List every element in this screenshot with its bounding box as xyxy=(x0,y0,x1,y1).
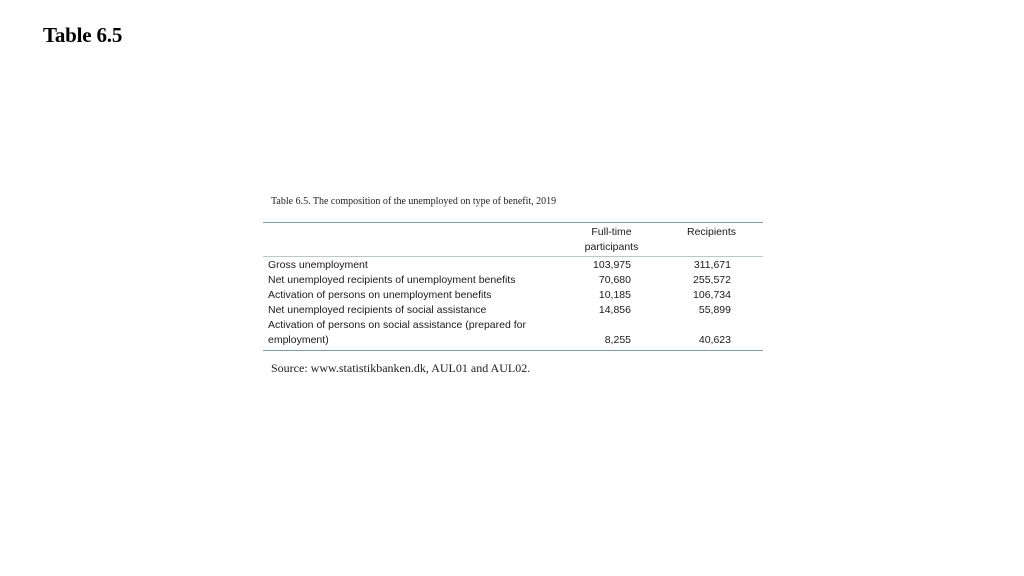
row-label: Net unemployed recipients of social assistance xyxy=(268,304,487,316)
table-header-row xyxy=(263,223,763,257)
slide-title: Table 6.5 xyxy=(43,23,123,47)
table-row xyxy=(263,257,763,274)
row-label-text: Activation of persons on social assistance (prepared for employment) xyxy=(268,319,526,346)
table-row xyxy=(263,288,763,303)
row-recipients: 255,572 xyxy=(693,274,731,286)
table-source-note: Source: www.statistikbanken.dk, AUL01 and AUL02. xyxy=(271,361,531,375)
row-full-time: 8,255 xyxy=(604,334,631,346)
table-row xyxy=(263,318,763,351)
row-recipients: 106,734 xyxy=(693,289,731,301)
table-row xyxy=(263,273,763,288)
row-label: Gross unemployment xyxy=(268,259,368,271)
header-recipients: Recipients xyxy=(686,226,737,238)
row-label: Activation of persons on unemployment benefits xyxy=(268,289,492,301)
row-full-time: 14,856 xyxy=(598,304,631,316)
row-label xyxy=(263,318,563,351)
row-full-time: 10,185 xyxy=(598,289,631,301)
row-label: Net unemployed recipients of unemployment benefits xyxy=(268,274,516,286)
row-full-time: 103,975 xyxy=(593,259,631,271)
header-label xyxy=(263,223,563,257)
row-recipients: 311,671 xyxy=(693,259,731,271)
table-row xyxy=(263,303,763,318)
table-container xyxy=(263,222,763,351)
row-recipients: 40,623 xyxy=(698,334,731,346)
header-full-time-label: Full-time participants xyxy=(584,226,639,253)
row-full-time: 70,680 xyxy=(598,274,631,286)
row-recipients: 55,899 xyxy=(698,304,731,316)
table-caption: Table 6.5. The composition of the unemployed on type of benefit, 2019 xyxy=(271,196,557,207)
benefit-table xyxy=(263,222,763,351)
header-full-time xyxy=(563,223,660,257)
